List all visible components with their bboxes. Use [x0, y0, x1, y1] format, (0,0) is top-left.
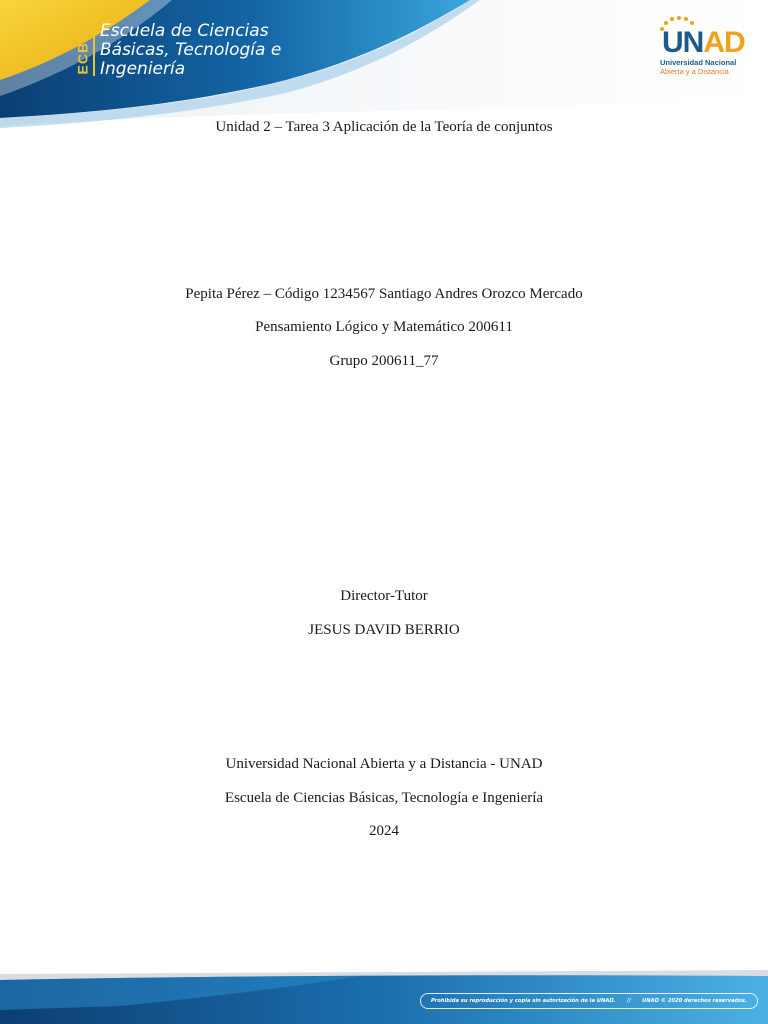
school-title-line-1: Escuela de Ciencias: [100, 21, 269, 41]
unad-logo-subtitle: Universidad Nacional Abierta y a Distancia: [660, 58, 737, 76]
footer-banner: [0, 966, 768, 1024]
ecbti-divider: [93, 24, 95, 76]
school-line: Escuela de Ciencias Básicas, Tecnología e Ingeniería: [224, 790, 544, 806]
student-line: Pepita Pérez – Código 1234567 Santiago Andres Orozco Mercado: [185, 286, 583, 302]
unad-logo: [654, 16, 744, 80]
school-title: [100, 22, 281, 79]
ecbti-vertical-label: ECBTI: [74, 27, 90, 75]
school-title-line-2: Básicas, Tecnología e: [100, 40, 282, 60]
unad-wordmark: UNAD: [662, 26, 745, 59]
notice-separator-icon: //: [626, 998, 631, 1004]
copyright-notice-left: Prohibida su reproducción y copia sin autorización de la UNAD.: [431, 998, 616, 1004]
year-line: 2024: [369, 823, 399, 839]
tutor-label: Director-Tutor: [340, 588, 428, 604]
school-title-line-3: Ingeniería: [100, 59, 186, 79]
copyright-notice-right: UNAD © 2020 derechos reservados.: [642, 998, 747, 1004]
tutor-name: JESUS DAVID BERRIO: [308, 622, 460, 638]
university-line: Universidad Nacional Abierta y a Distancia - UNAD: [225, 756, 543, 772]
copyright-notice: [420, 993, 758, 1009]
group-line: Grupo 200611_77: [329, 353, 439, 369]
document-title: Unidad 2 – Tarea 3 Aplicación de la Teoría de conjuntos: [215, 119, 553, 135]
course-line: Pensamiento Lógico y Matemático 200611: [255, 319, 513, 335]
